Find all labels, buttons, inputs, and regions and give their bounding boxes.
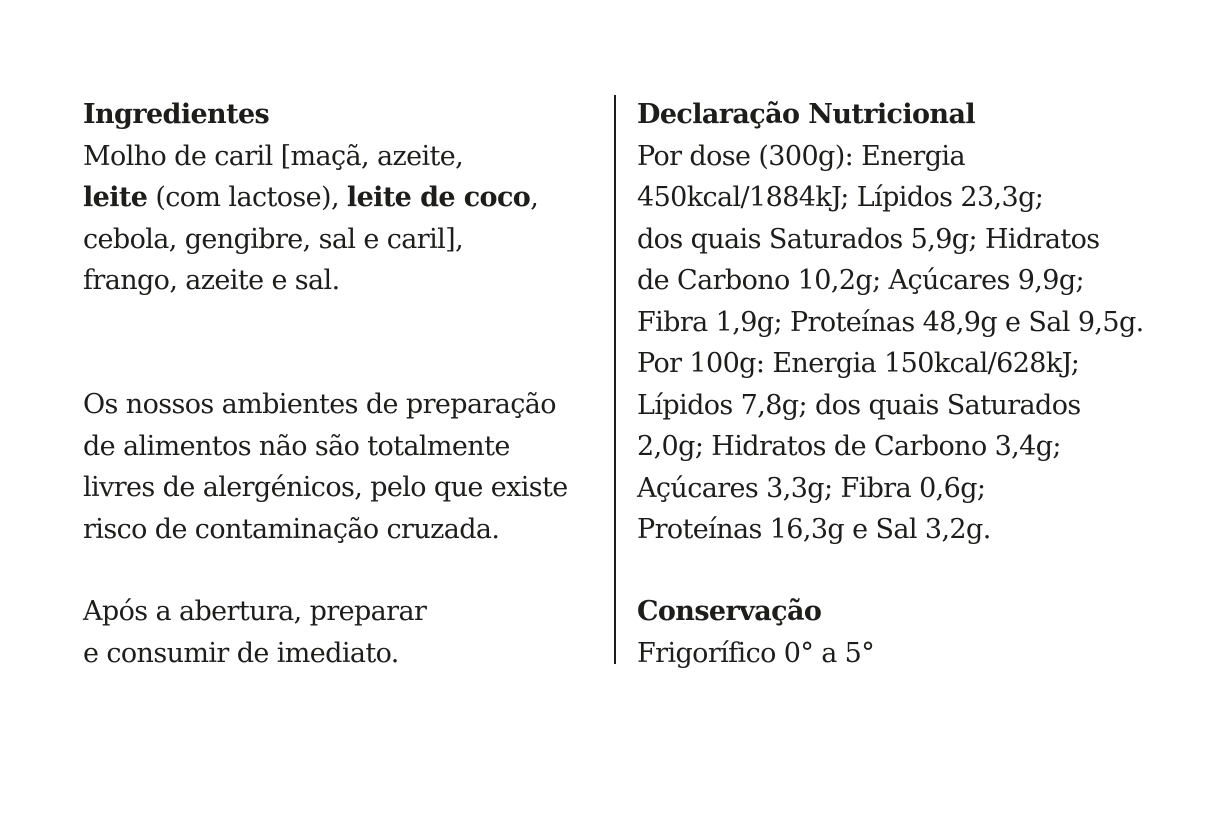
- nutrition-line: Fibra 1,9g; Proteínas 48,9g e Sal 9,5g.: [637, 306, 1144, 338]
- ingredients-line-2-text-1: (com lactose),: [147, 182, 347, 213]
- nutrition-line: Por 100g: Energia 150kcal/628kJ;: [637, 348, 1080, 379]
- nutrition-line: dos quais Saturados 5,9g; Hidratos: [637, 223, 1100, 255]
- opening-instructions: [83, 591, 426, 674]
- nutrition-line: 450kcal/1884kJ; Lípidos 23,3g;: [637, 182, 1044, 213]
- allergen-notice-line: de alimentos não são totalmente: [83, 430, 510, 462]
- nutrition-line: Lípidos 7,8g; dos quais Saturados: [637, 389, 1081, 421]
- opening-line: Após a abertura, preparar: [83, 596, 427, 627]
- nutrition-line: Açúcares 3,3g; Fibra 0,6g;: [637, 472, 986, 504]
- ingredients-line-1: Molho de caril [maçã, azeite,: [83, 140, 464, 172]
- allergen-notice-line: Os nossos ambientes de preparação: [83, 389, 556, 420]
- ingredients-line-2-text-2: ,: [530, 182, 539, 213]
- allergen-notice: [83, 384, 568, 550]
- nutrition-line: Por dose (300g): Energia: [637, 140, 965, 172]
- nutrition-line: de Carbono 10,2g; Açúcares 9,9g;: [637, 265, 1085, 296]
- ingredients-section: [83, 94, 538, 302]
- nutrition-line: Proteínas 16,3g e Sal 3,2g.: [637, 514, 991, 545]
- ingredients-line-4: frango, azeite e sal.: [83, 265, 340, 296]
- opening-line: e consumir de imediato.: [83, 637, 399, 669]
- column-divider: [614, 95, 616, 664]
- ingredients-line-3: cebola, gengibre, sal e caril],: [83, 223, 464, 255]
- nutrition-line: 2,0g; Hidratos de Carbono 3,4g;: [637, 431, 1061, 462]
- allergen-coconut-milk: leite de coco: [346, 182, 531, 213]
- nutrition-heading: Declaração Nutricional: [637, 99, 975, 130]
- nutrition-section: [637, 94, 1144, 551]
- allergen-milk: leite: [83, 182, 148, 213]
- storage-text: Frigorífico 0° a 5°: [637, 637, 875, 669]
- ingredients-heading: Ingredientes: [83, 99, 270, 130]
- storage-heading: Conservação: [637, 596, 822, 627]
- storage-section: [637, 591, 874, 674]
- allergen-notice-line: livres de alergénicos, pelo que existe: [83, 472, 568, 503]
- ingredients-line-2: [83, 177, 538, 219]
- allergen-notice-line: risco de contaminação cruzada.: [83, 513, 500, 545]
